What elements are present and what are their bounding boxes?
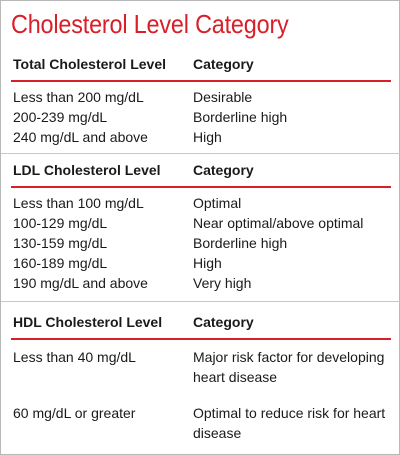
header-rule [11, 80, 391, 82]
level-column-header: HDL Cholesterol Level [13, 314, 163, 330]
level-cell: Less than 40 mg/dL [13, 349, 136, 365]
category-cell: High [193, 129, 222, 145]
category-cell: Borderline high [193, 235, 288, 251]
level-cell: 200-239 mg/dL [13, 109, 108, 125]
level-cell: 60 mg/dL or greater [13, 405, 136, 421]
category-cell: Major risk factor for developing heart disease [193, 349, 385, 385]
category-cell: Borderline high [193, 109, 288, 125]
category-cell: Desirable [193, 89, 253, 105]
category-cell: Optimal [193, 195, 242, 211]
section-divider [1, 301, 400, 302]
level-cell: Less than 100 mg/dL [13, 195, 144, 211]
section-header [1, 53, 400, 79]
level-column-header: LDL Cholesterol Level [13, 162, 161, 178]
level-cell: 130-159 mg/dL [13, 235, 108, 251]
header-rule [11, 186, 391, 188]
level-cell: 190 mg/dL and above [13, 275, 148, 291]
level-column-header: Total Cholesterol Level [13, 56, 166, 72]
header-rule [11, 338, 391, 340]
level-cell: 240 mg/dL and above [13, 129, 148, 145]
level-cell: 100-129 mg/dL [13, 215, 108, 231]
level-cell: 160-189 mg/dL [13, 255, 108, 271]
category-column-header: Category [193, 314, 254, 330]
category-cell: Optimal to reduce risk for heart disease [193, 405, 386, 441]
section-header [1, 311, 400, 337]
category-cell: Near optimal/above optimal [193, 215, 364, 231]
category-column-header: Category [193, 162, 254, 178]
level-cell: Less than 200 mg/dL [13, 89, 144, 105]
category-cell: High [193, 255, 222, 271]
section-header [1, 159, 400, 185]
category-column-header: Category [193, 56, 254, 72]
page-title: Cholesterol Level Category [11, 9, 289, 39]
category-cell: Very high [193, 275, 252, 291]
section-divider [1, 153, 400, 154]
